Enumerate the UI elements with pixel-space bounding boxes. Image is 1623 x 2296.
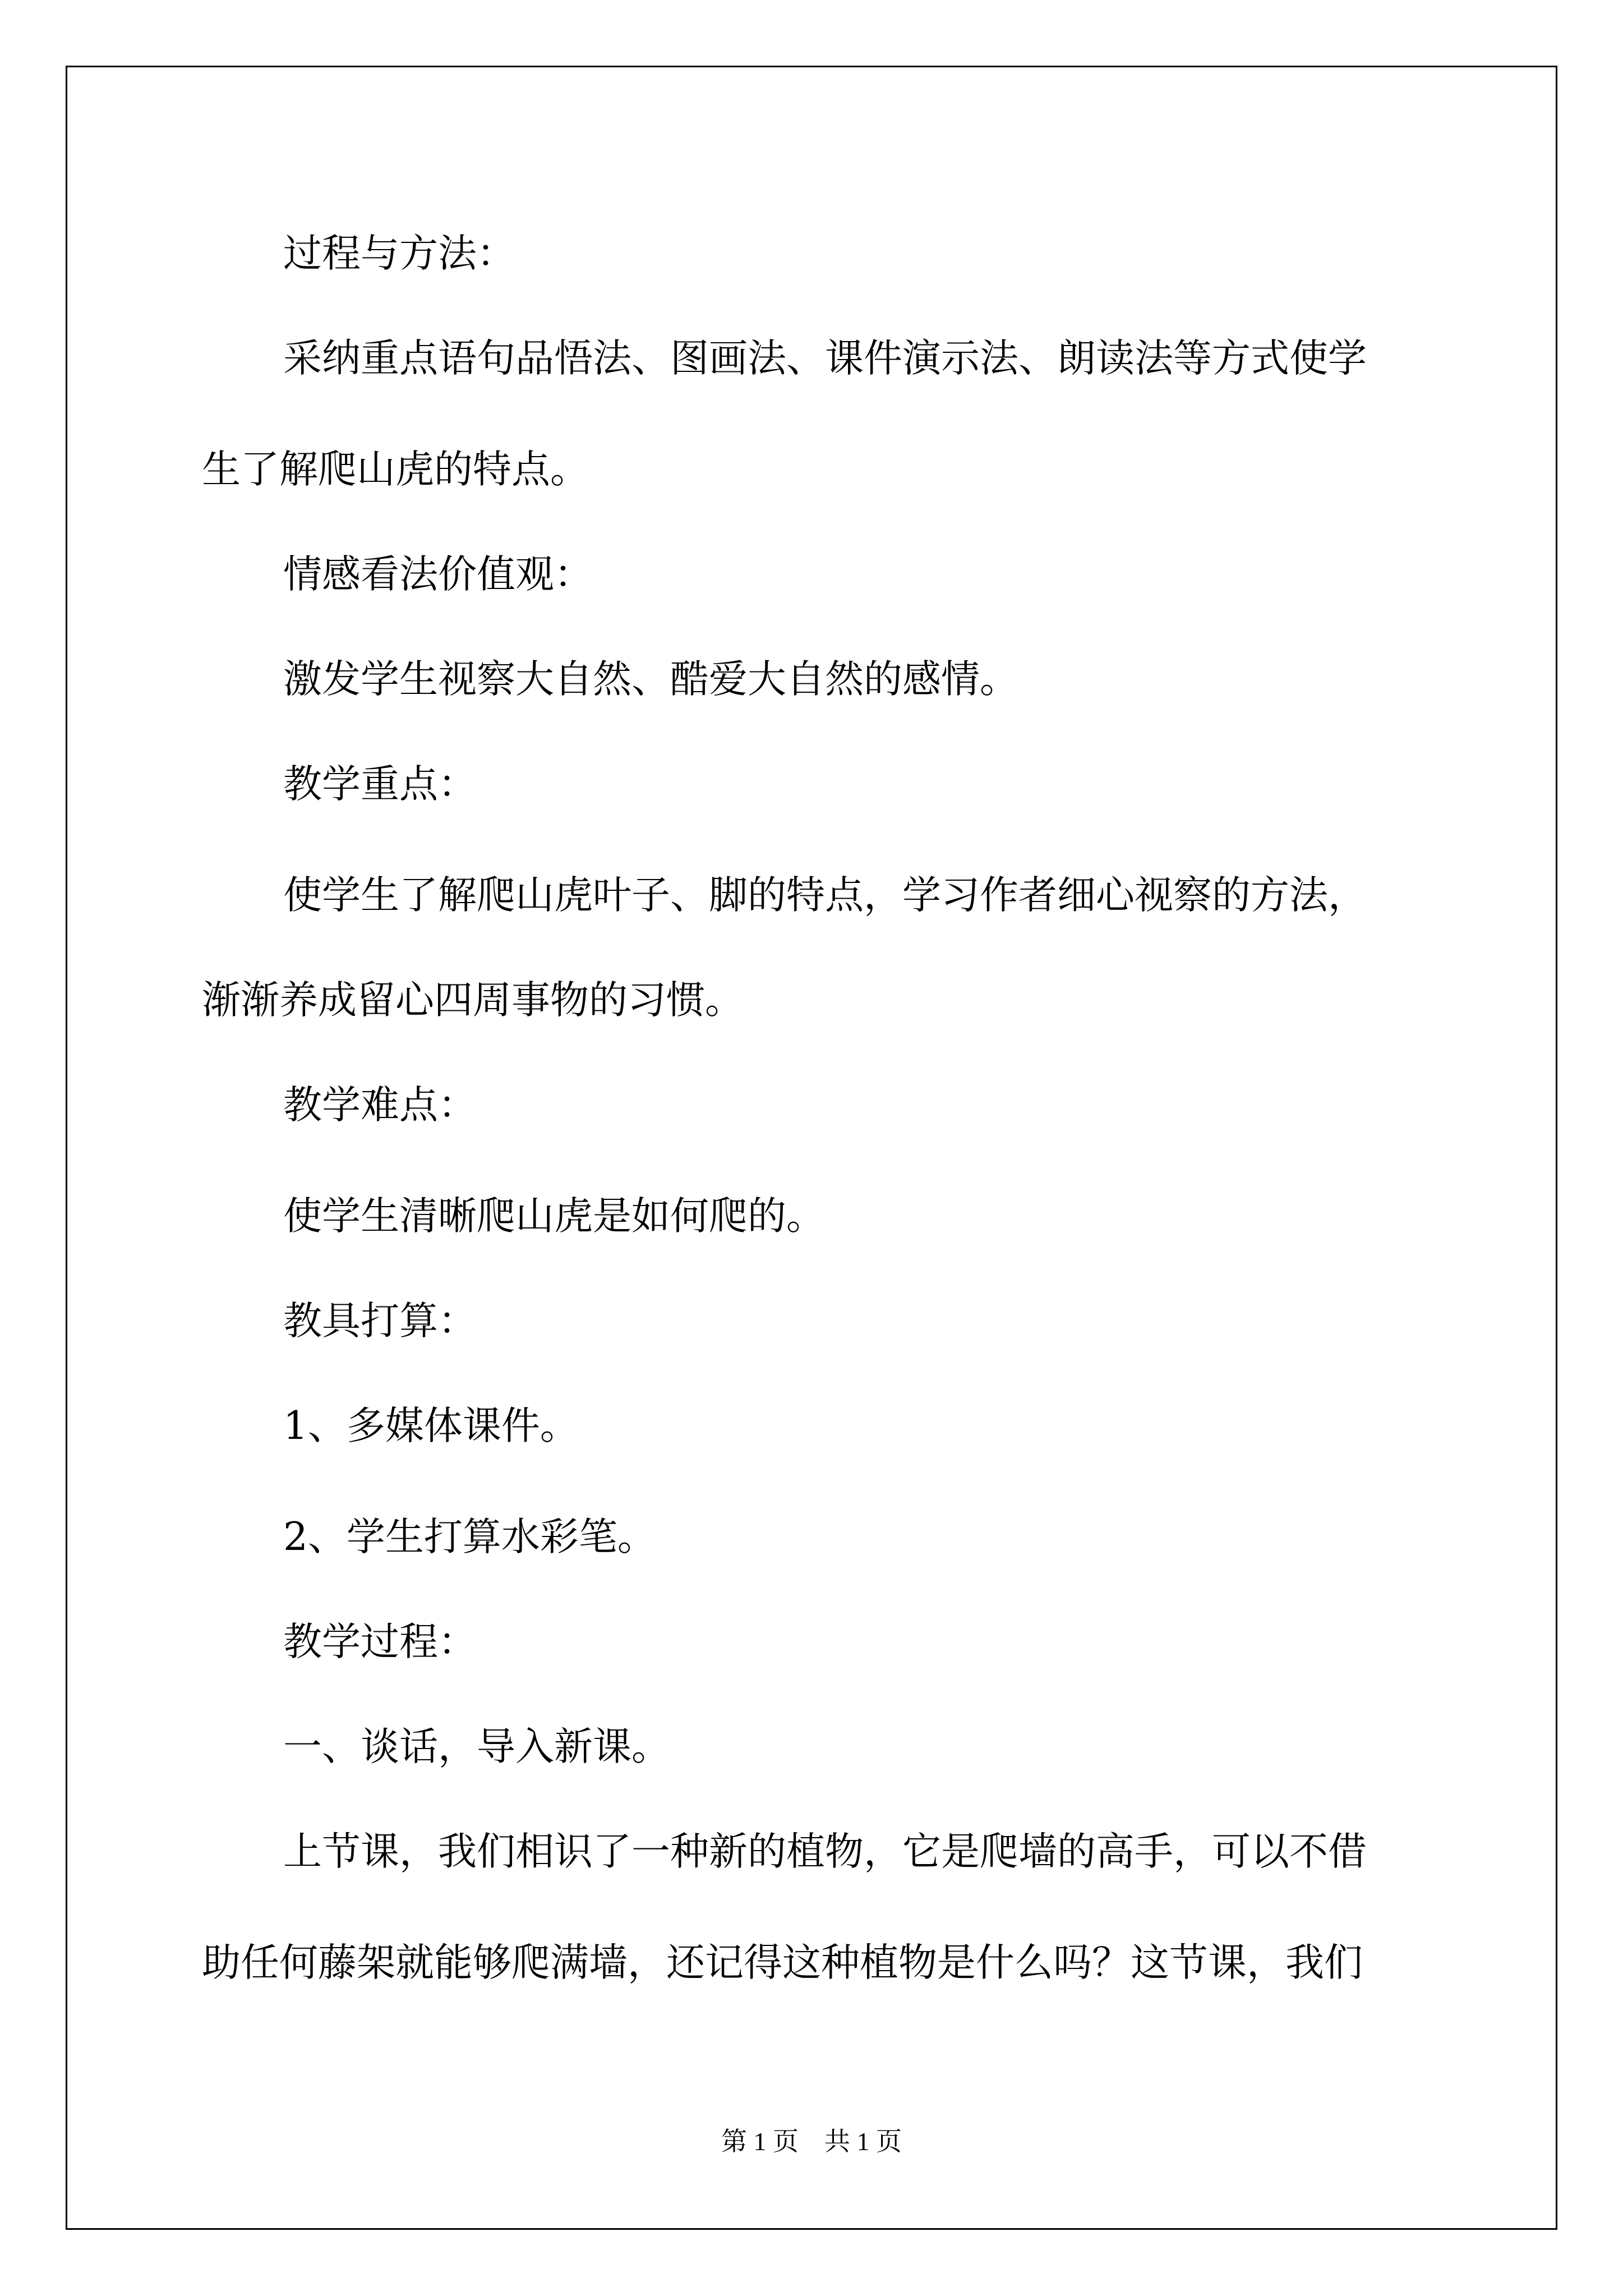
text-line: 采纳重点语句品悟法、图画法、课件演示法、朗读法等方式使学: [283, 336, 1367, 381]
text-line: 教学过程：: [283, 1619, 477, 1664]
text-line: 使学生了解爬山虎叶子、脚的特点，学习作者细心视察的方法，: [283, 873, 1367, 918]
page-border: [66, 66, 1557, 2230]
text-line: 生了解爬山虎的特点。: [202, 447, 589, 492]
text-line: 渐渐养成留心四周事物的习惯。: [202, 978, 744, 1023]
text-line: 助任何藤架就能够爬满墙，还记得这种植物是什么吗？这节课，我们: [202, 1940, 1363, 1985]
page-number: 第 1 页: [721, 2127, 799, 2156]
text-line: 一、谈话，导入新课。: [283, 1724, 670, 1769]
text-line: 教学重点：: [283, 762, 477, 807]
text-line: 上节课，我们相识了一种新的植物，它是爬墙的高手，可以不借: [283, 1829, 1367, 1874]
page-footer: [0, 2129, 1623, 2155]
text-line: 1、多媒体课件。: [283, 1404, 579, 1448]
page-total: 共 1 页: [824, 2127, 902, 2156]
text-line: 情感看法价值观：: [283, 552, 593, 597]
text-line: 教具打算：: [283, 1299, 477, 1343]
text-line: 激发学生视察大自然、酷爱大自然的感情。: [283, 657, 1018, 702]
text-line: 使学生清晰爬山虎是如何爬的。: [283, 1194, 825, 1239]
text-line: 教学难点：: [283, 1083, 477, 1128]
text-line: 过程与方法：: [283, 231, 515, 276]
text-line: 2、学生打算水彩笔。: [283, 1515, 656, 1559]
